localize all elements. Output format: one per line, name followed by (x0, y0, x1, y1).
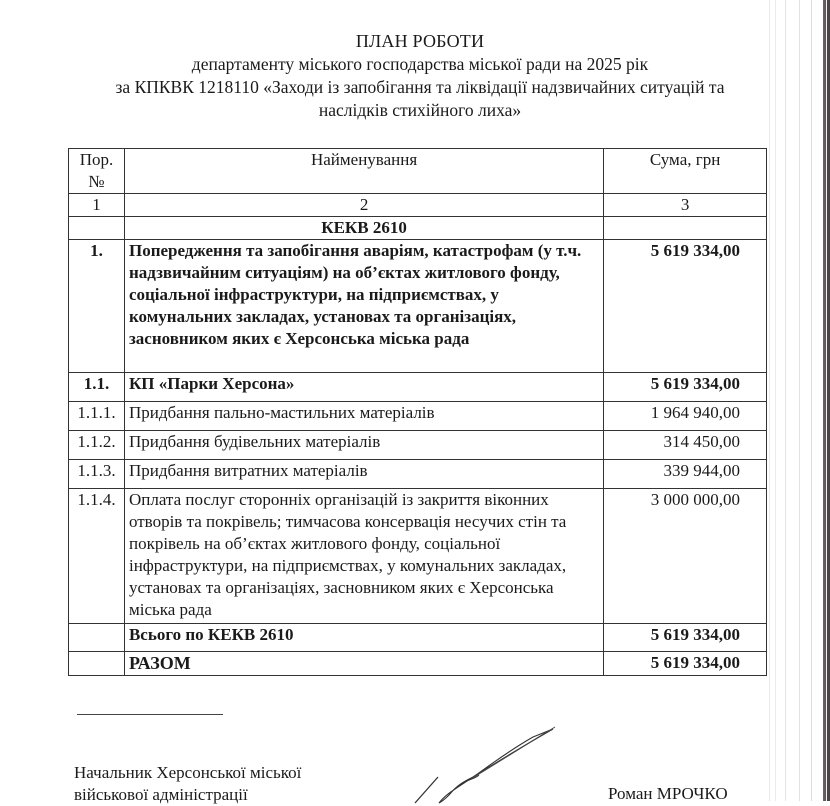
row-name: Оплата послуг сторонніх організацій із закриття віконних отворів та покрівель; тимчасова консервація несучих стін та покрівель на об’єктах житлового фонду, соціальної інфраструктури, на підприємствах, у комунальних закладах, установах та організаціях, засновником яких є Херсонська міська рада (124, 489, 603, 624)
table-row (69, 431, 767, 460)
total-empty-cell (69, 652, 125, 676)
table-header-row (69, 149, 767, 194)
total-label: РАЗОМ (124, 652, 603, 676)
row-amount: 3 000 000,00 (604, 489, 767, 624)
signature-icon (405, 725, 565, 805)
row-number: 1. (69, 240, 125, 373)
document-subtitle-line2: за КПКВК 1218110 «Заходи із запобігання та ліквідації надзвичайних ситуацій та (115, 77, 725, 97)
section-empty-cell (69, 217, 125, 240)
plan-table (68, 148, 767, 676)
header-amount: Сума, грн (604, 149, 767, 194)
row-name: КП «Парки Херсона» (124, 373, 603, 402)
section-label: КЕКВ 2610 (124, 217, 603, 240)
row-number: 1.1.2. (69, 431, 125, 460)
subtotal-row (69, 624, 767, 652)
row-number: 1.1.4. (69, 489, 125, 624)
row-name: Придбання будівельних матеріалів (124, 431, 603, 460)
row-number: 1.1.1. (69, 402, 125, 431)
row-amount: 1 964 940,00 (604, 402, 767, 431)
row-amount: 5 619 334,00 (604, 373, 767, 402)
signer-name: Роман МРОЧКО (608, 784, 728, 803)
row-name: Придбання пально-мастильних матеріалів (124, 402, 603, 431)
row-name: Попередження та запобігання аваріям, катастрофам (у т.ч. надзвичайним ситуаціям) на об’єктах житлового фонду, соціальної інфраструктури, на підприємствах, у комунальних закладах, установах та організаціях, засновником яких є Херсонська міська рада (124, 240, 603, 373)
subtotal-label: Всього по КЕКВ 2610 (124, 624, 603, 652)
header-name: Найменування (124, 149, 603, 194)
table-row (69, 460, 767, 489)
column-number-1: 1 (69, 194, 125, 217)
row-number: 1.1. (69, 373, 125, 402)
column-number-3: 3 (604, 194, 767, 217)
row-number: 1.1.3. (69, 460, 125, 489)
total-amount: 5 619 334,00 (604, 652, 767, 676)
row-amount: 314 450,00 (604, 431, 767, 460)
column-numbers-row (69, 194, 767, 217)
row-name: Придбання витратних матеріалів (124, 460, 603, 489)
document-title: ПЛАН РОБОТИ (355, 31, 485, 51)
subtotal-empty-cell (69, 624, 125, 652)
table-row (69, 489, 767, 624)
signer-position-line2: військової адміністрації (74, 785, 248, 804)
total-row (69, 652, 767, 676)
document-subtitle-line3: наслідків стихійного лиха» (318, 100, 522, 120)
subtotal-amount: 5 619 334,00 (604, 624, 767, 652)
document-header (60, 30, 780, 122)
table-row (69, 373, 767, 402)
signer-position-line1: Начальник Херсонської міської (74, 763, 302, 782)
footnote-divider (77, 714, 223, 715)
signer-position (74, 762, 301, 806)
section-empty-amount (604, 217, 767, 240)
header-number: Пор. № (69, 149, 125, 194)
table-row (69, 240, 767, 373)
row-amount: 5 619 334,00 (604, 240, 767, 373)
table-row (69, 402, 767, 431)
section-row (69, 217, 767, 240)
column-number-2: 2 (124, 194, 603, 217)
document-subtitle-line1: департаменту міського господарства міської ради на 2025 рік (191, 54, 649, 74)
row-amount: 339 944,00 (604, 460, 767, 489)
